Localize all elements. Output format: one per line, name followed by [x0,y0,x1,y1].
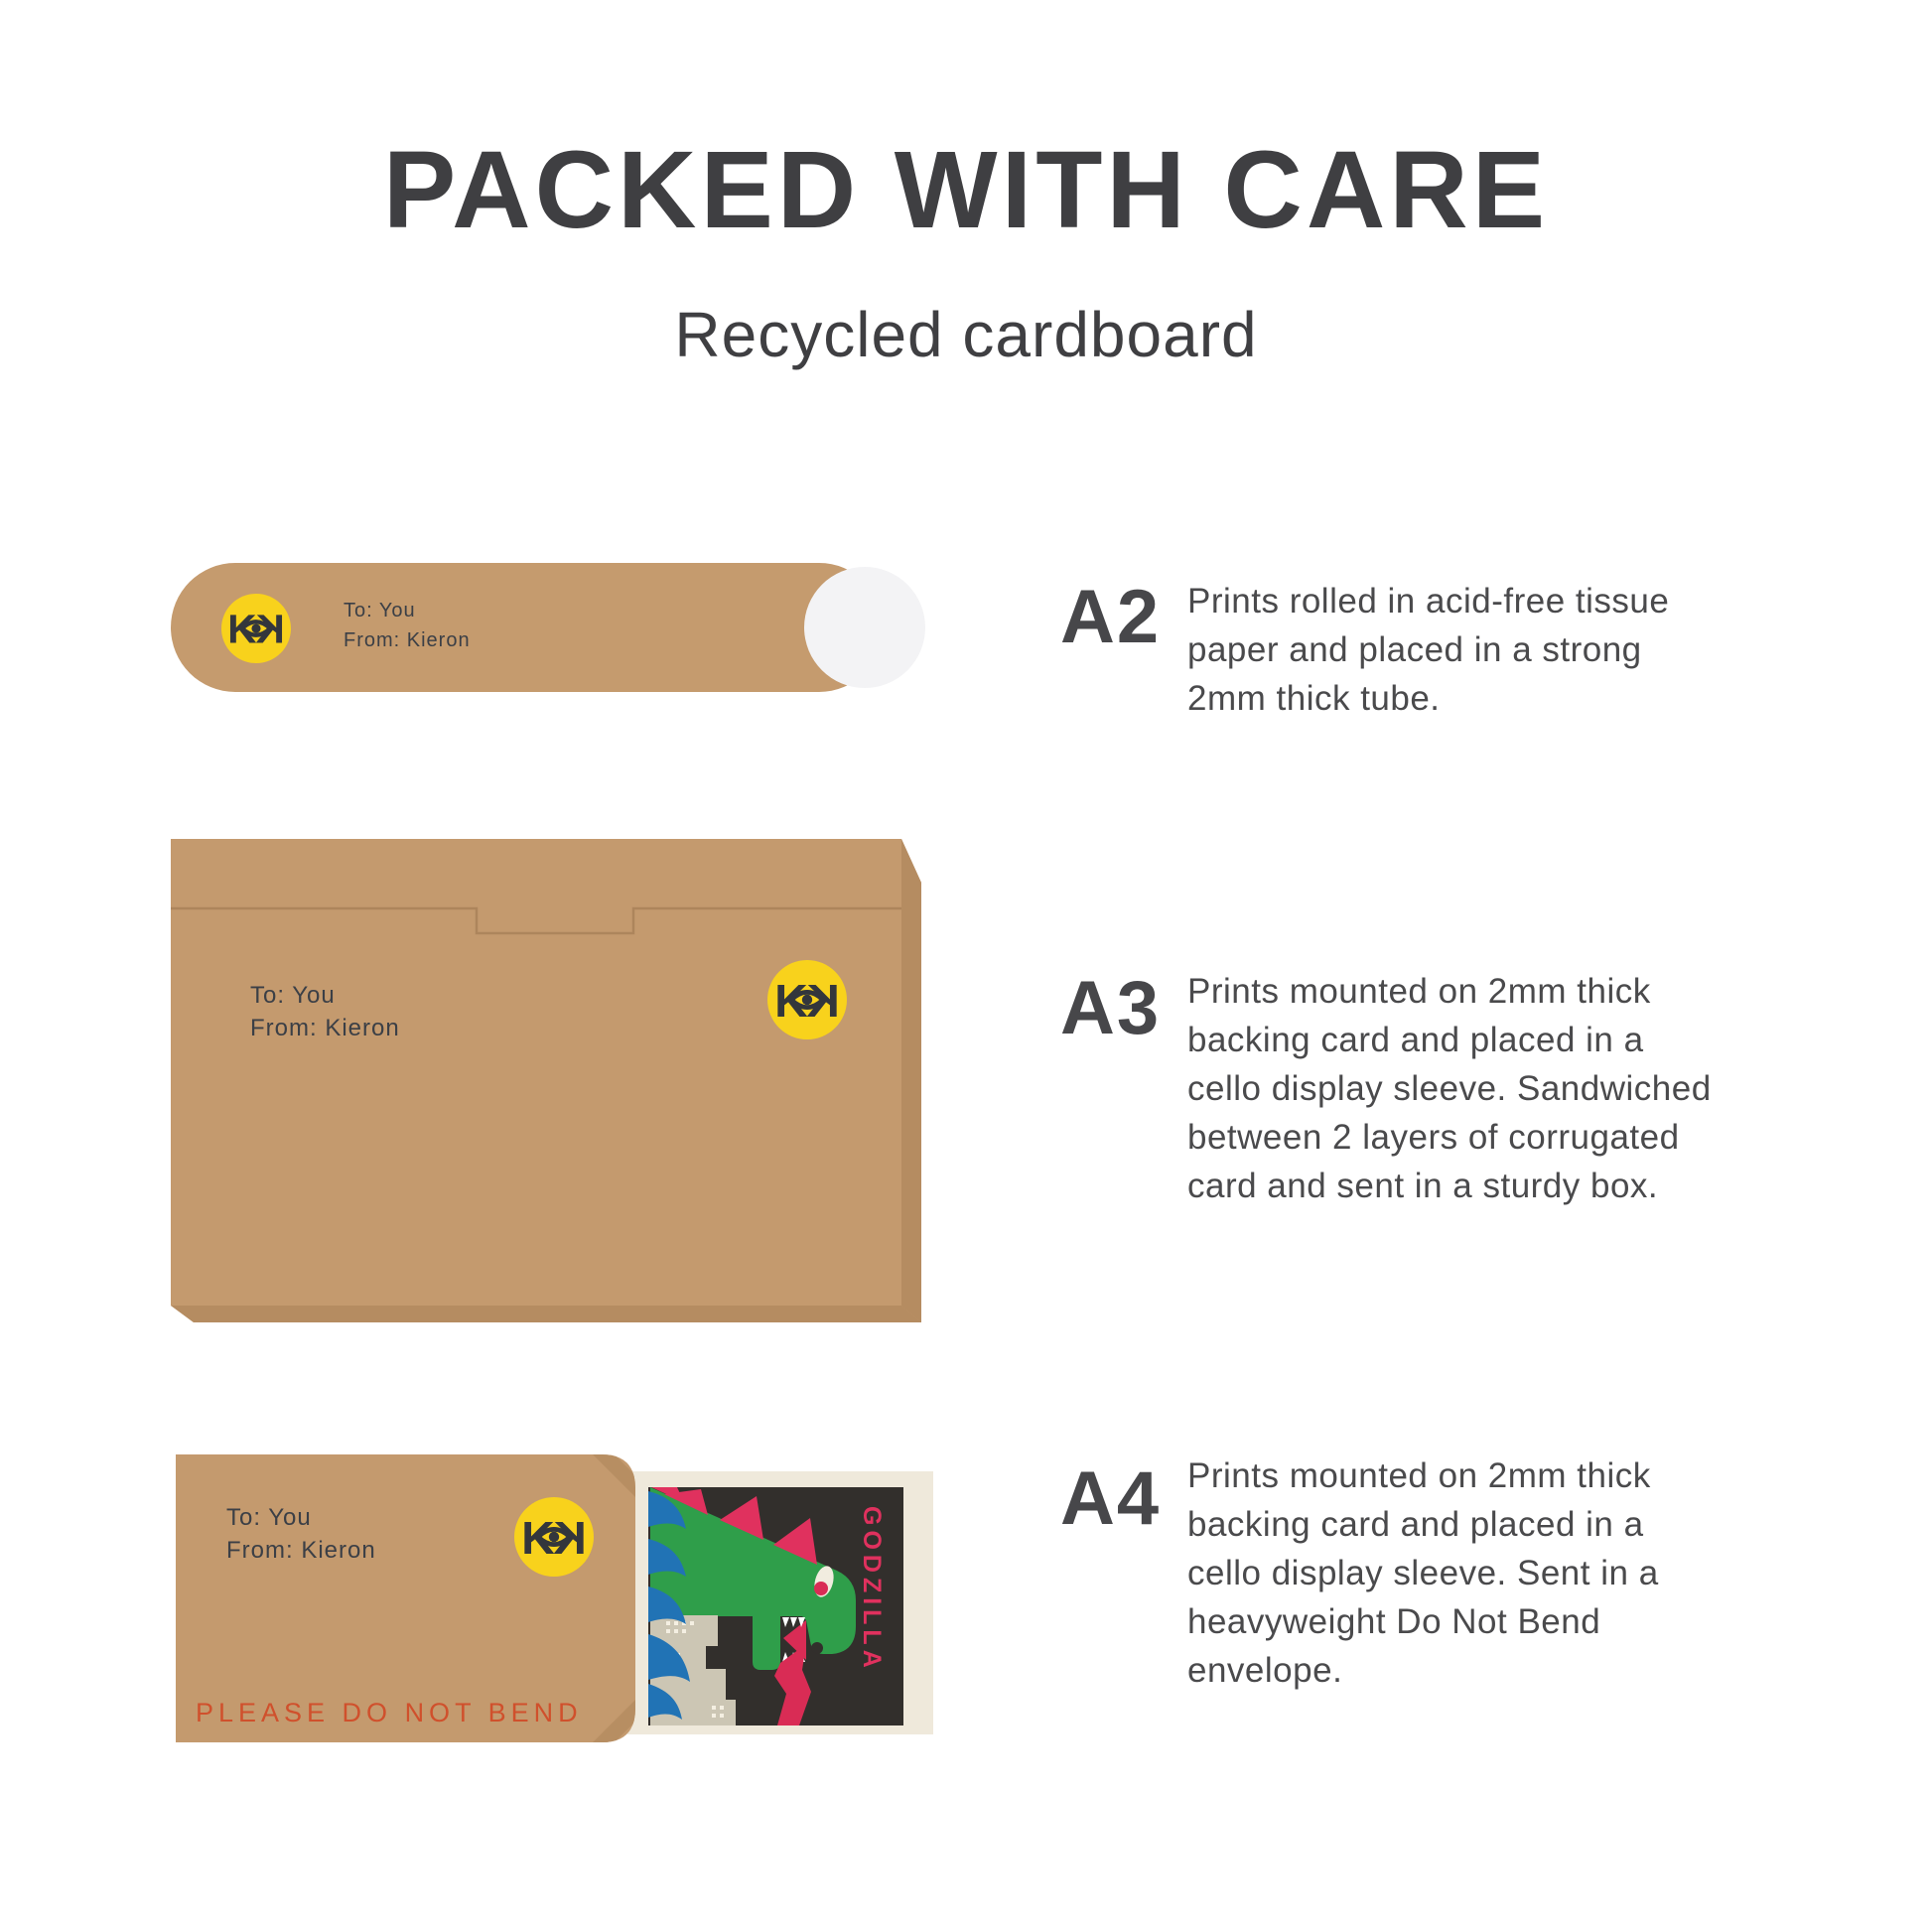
desc-line: cello display sleeve. Sandwiched [1187,1069,1712,1108]
tube-end-cap [804,567,925,688]
desc-line: Prints rolled in acid-free tissue [1187,582,1670,621]
desc-line: backing card and placed in a [1187,1021,1644,1059]
description-a2 [1187,577,1823,723]
address-to: To: You [250,982,336,1009]
description-a3 [1187,967,1823,1210]
desc-line: Prints mounted on 2mm thick [1187,972,1651,1011]
desc-line: cello display sleeve. Sent in a [1187,1554,1659,1592]
size-label-a4: A4 [1060,1456,1162,1541]
desc-line: heavyweight Do Not Bend [1187,1602,1601,1641]
kieron-logo-icon [767,960,847,1039]
size-label-a2: A2 [1060,575,1162,659]
desc-line: between 2 layers of corrugated [1187,1118,1680,1157]
kieron-logo-icon [221,590,291,667]
description-a4 [1187,1451,1823,1695]
eye-pupil [814,1582,828,1595]
print-title: GODZILLA [858,1506,886,1673]
desc-line: paper and placed in a strong [1187,630,1642,669]
godzilla-print [627,1471,933,1734]
address-to: To: You [226,1504,312,1531]
desc-line: backing card and placed in a [1187,1505,1644,1544]
address-from: From: Kieron [250,1015,400,1041]
desc-line: envelope. [1187,1651,1343,1690]
page-title: PACKED WITH CARE [382,129,1550,251]
desc-line: card and sent in a sturdy box. [1187,1167,1659,1205]
desc-line: Prints mounted on 2mm thick [1187,1456,1651,1495]
page-subtitle: Recycled cardboard [674,299,1258,370]
size-label-a3: A3 [1060,966,1162,1050]
kieron-logo-icon [514,1497,594,1577]
envelope-address [226,1501,376,1567]
address-from: From: Kieron [226,1537,376,1564]
tube-address [344,596,471,655]
cardboard-box [171,839,923,1325]
jaw-dot [811,1642,823,1654]
box-address [250,979,400,1044]
do-not-bend-stamp: PLEASE DO NOT BEND [196,1698,583,1727]
address-from: From: Kieron [344,629,471,651]
desc-line: 2mm thick tube. [1187,679,1441,718]
address-to: To: You [344,600,416,621]
